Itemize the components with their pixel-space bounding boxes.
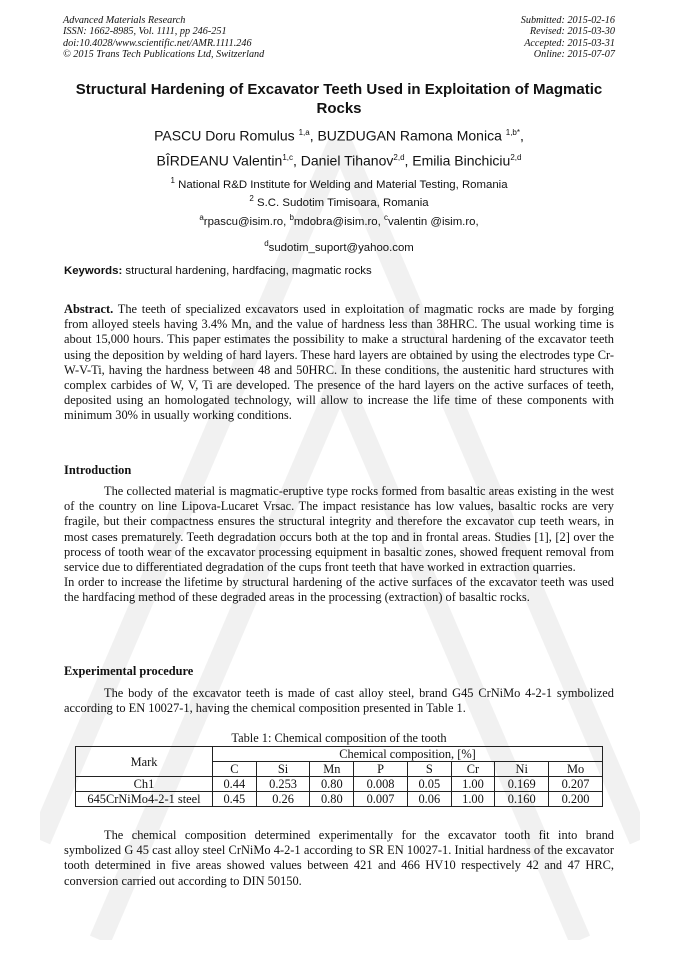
keywords-text: structural hardening, hardfacing, magmatic rocks bbox=[125, 265, 372, 277]
email-line-1: $^a$rpascu@isim.ro, $^b$mdobra@isim.ro, $^c$valentin @isim.ro, bbox=[199, 213, 479, 228]
table-row bbox=[76, 777, 603, 792]
affiliation-1: $^1$ National R&D Institute for Welding and Material Testing, Romania bbox=[170, 176, 508, 191]
paragraph: The chemical composition determined experimentally for the excavator tooth fit into brand symbolized G 45 cast alloy steel CrNiMo 4-2-1 according to SR EN 10027-1. Initial hardness of the excavator tooth determined in five areas showed values between 421 and 466 HV10 respectively 42 and 47 HRC, conversion carried out according to DIN 50150. bbox=[64, 828, 614, 888]
table-cell: 0.008 bbox=[354, 777, 408, 792]
author-name: BUZDUGAN Ramona Monica bbox=[317, 127, 502, 144]
table-cell: 0.26 bbox=[256, 792, 310, 807]
chemical-composition-table bbox=[75, 746, 603, 807]
author-affiliation-sup: 1,c bbox=[282, 152, 293, 162]
date-revised: Revised: 2015-03-30 bbox=[529, 26, 615, 38]
author-name: BÎRDEANU Valentin bbox=[156, 152, 283, 169]
column-header: Ni bbox=[495, 762, 549, 777]
table-cell: 0.169 bbox=[495, 777, 549, 792]
table-cell: 0.207 bbox=[549, 777, 603, 792]
author-affiliation-sup: 2,d bbox=[393, 152, 405, 162]
table-cell: 0.200 bbox=[549, 792, 603, 807]
date-accepted: Accepted: 2015-03-31 bbox=[524, 37, 615, 49]
abstract-label: Abstract. bbox=[64, 302, 114, 316]
experimental-body-1 bbox=[64, 686, 614, 716]
date-online: Online: 2015-07-07 bbox=[533, 49, 615, 61]
email-link[interactable]: sudotim_suport@yahoo.com bbox=[268, 241, 414, 254]
column-header: Mo bbox=[549, 762, 603, 777]
author-list: PASCU Doru Romulus $^{1,a}$, BUZDUGAN Ramona Monica $^{1,b*}$, BÎRDEANU Valentin$^{1,c}$, Daniel Tihanov$^{2,d}$, Emilia Binchiciu$^{2,d}$ bbox=[154, 127, 524, 169]
keywords bbox=[64, 265, 614, 277]
table-caption: Table 1: Chemical composition of the tooth bbox=[231, 731, 447, 745]
email-link[interactable]: mdobra@isim.ro, bbox=[293, 215, 381, 228]
table-cell: 0.80 bbox=[310, 792, 354, 807]
table-row bbox=[76, 792, 603, 807]
column-header: Mn bbox=[310, 762, 354, 777]
paragraph: The body of the excavator teeth is made of cast alloy steel, brand G45 CrNiMo 4-2-1 symbolized according to EN 10027-1, having the chemical composition presented in Table 1. bbox=[64, 686, 614, 716]
affiliation-2: $^2$ S.C. Sudotim Timisoara, Romania bbox=[249, 193, 429, 209]
table-cell: 0.44 bbox=[213, 777, 257, 792]
experimental-body-2 bbox=[64, 828, 614, 889]
table-cell: 0.80 bbox=[310, 777, 354, 792]
abstract bbox=[64, 302, 614, 424]
table-cell: 0.45 bbox=[213, 792, 257, 807]
author-affiliation-sup: 2,d bbox=[510, 152, 522, 162]
table-cell-mark: Ch1 bbox=[76, 777, 213, 792]
paper-title: Structural Hardening of Excavator Teeth Used in Exploitation of Magmatic Rocks bbox=[75, 81, 603, 117]
author-name: Daniel Tihanov bbox=[300, 152, 394, 169]
column-header: S bbox=[407, 762, 451, 777]
author-affiliation-sup: 1,b* bbox=[505, 128, 520, 137]
section-heading-experimental: Experimental procedure bbox=[64, 664, 194, 678]
table-cell: 0.160 bbox=[495, 792, 549, 807]
table-header-row bbox=[76, 747, 603, 762]
table-cell: 0.007 bbox=[354, 792, 408, 807]
table-cell: 0.253 bbox=[256, 777, 310, 792]
table-cell: 1.00 bbox=[451, 777, 495, 792]
author-emails bbox=[60, 207, 618, 259]
email-link[interactable]: valentin @isim.ro, bbox=[387, 215, 479, 228]
author-affiliation-sup: 1,a bbox=[298, 128, 310, 137]
column-header: Cr bbox=[451, 762, 495, 777]
abstract-text: The teeth of specialized excavators used in exploitation of magmatic rocks are made by forging from alloyed steels having 3.4% Mn, and the value of hardness less than 38HRC. The usual working time is about 15,000 hours. This paper estimates the possibility to make a structural hardening of the excavator teeth using the deposition by welding of hard layers. These hard layers are obtained by using the electrodes type Cr-W-V-Ti, having the hardness between 48 and 50HRC. In these conditions, the austenitic hard structures with complex carbides of W, V, Ti are developed. The presence of the hard layers on the active surfaces of teeth, deposited using an homologated technology, will allow to increase the life time of these components with minimum 30% in usually working conditions. bbox=[64, 302, 615, 423]
email-link[interactable]: rpascu@isim.ro, bbox=[203, 215, 287, 228]
column-header: C bbox=[213, 762, 257, 777]
table-cell: 0.05 bbox=[407, 777, 451, 792]
journal-info bbox=[63, 15, 264, 61]
introduction-body bbox=[64, 484, 614, 606]
table-cell: 1.00 bbox=[451, 792, 495, 807]
affiliations bbox=[60, 174, 618, 210]
composition-group-header: Chemical composition, [%] bbox=[213, 747, 603, 762]
column-header: P bbox=[354, 762, 408, 777]
column-header: Si bbox=[256, 762, 310, 777]
section-heading-introduction: Introduction bbox=[64, 463, 132, 477]
journal-issn: ISSN: 1662-8985, Vol. 1111, pp 246-251 bbox=[63, 26, 227, 38]
email-line-2: $^d$sudotim_suport@yahoo.com bbox=[264, 238, 414, 254]
table-cell: 0.06 bbox=[407, 792, 451, 807]
author-name: PASCU Doru Romulus bbox=[154, 127, 295, 144]
paragraph: The collected material is magmatic-eruptive type rocks formed from basaltic areas existing in the west of the country on line Lipova-Lucaret Vrsac. The impact resistance has low values, basaltic rocks are very fragile, but their compactness ensures the structural integrity and therefore the excavator cup teeth wears, in most cases prematurely. Teeth degradation occurs both at the top and in frontal areas. Studies [1], [2] over the process of tooth wear of the excavator processing equipment in basaltic zones, showed frequent removal from service due to differentiated degradation of the cups front teeth that have worked in extraction quarries. bbox=[64, 484, 614, 575]
date-submitted: Submitted: 2015-02-16 bbox=[520, 15, 615, 26]
journal-doi: doi:10.4028/www.scientific.net/AMR.1111.246 bbox=[63, 37, 252, 49]
journal-name: Advanced Materials Research bbox=[63, 15, 186, 26]
author-name: Emilia Binchiciu bbox=[412, 152, 511, 169]
mark-header: Mark bbox=[76, 747, 213, 777]
journal-copyright: © 2015 Trans Tech Publications Ltd, Switzerland bbox=[63, 49, 265, 61]
table-cell-mark: 645CrNiMo4-2-1 steel bbox=[76, 792, 213, 807]
submission-dates bbox=[521, 15, 615, 61]
keywords-label: Keywords: bbox=[64, 265, 123, 277]
paragraph: In order to increase the lifetime by structural hardening of the active surfaces of the excavator teeth was used the hardfacing method of these degraded areas in the processing (extraction) of basaltic rocks. bbox=[64, 575, 614, 605]
